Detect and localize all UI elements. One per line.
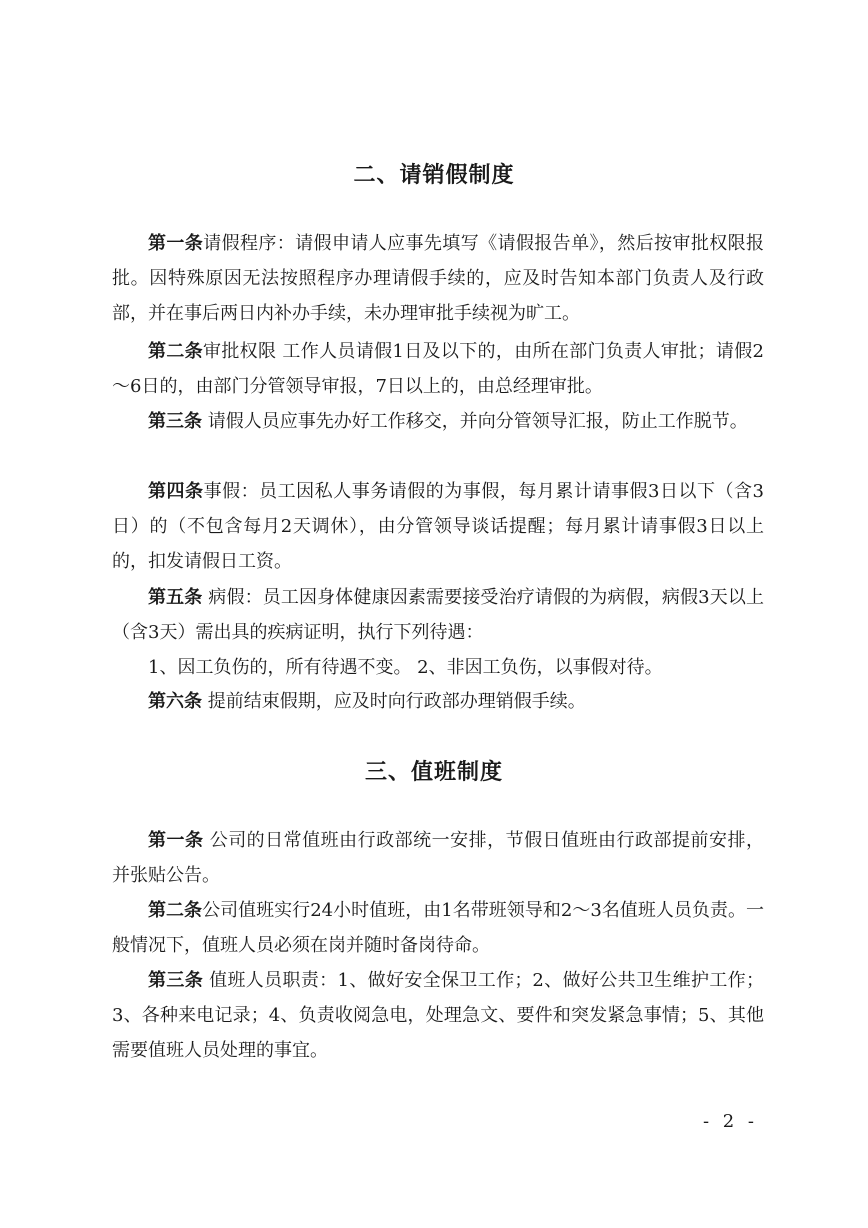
article-2-duty-shifts (112, 893, 764, 963)
sick-leave-treatment-list (112, 650, 764, 685)
article-lead: 第三条 (148, 411, 202, 432)
page-number: - 2 - (702, 1111, 758, 1132)
article-1-leave-procedure (112, 226, 764, 331)
article-text: 值班人员职责：1、做好安全保卫工作；2、做好公共卫生维护工作；3、各种来电记录；4、负责收阅急电，处理急文、要件和突发紧急事情；5、其他需要值班人员处理的事宜。 (112, 970, 765, 1061)
article-lead: 第二条 (148, 900, 203, 921)
section-title-leave-policy: 二、请销假制度 (353, 163, 515, 188)
article-text: 公司的日常值班由行政部统一安排，节假日值班由行政部提前安排，并张贴公告。 (112, 830, 765, 886)
article-text: 病假：员工因身体健康因素需要接受治疗请假的为病假，病假3天以上（含3天）需出具的疾病证明，执行下列待遇： (112, 587, 765, 643)
section-title-duty-policy: 三、值班制度 (364, 760, 503, 785)
article-text: 公司值班实行24小时值班，由1名带班领导和2～3名值班人员负责。一般情况下，值班人员必须在岗并随时备岗待命。 (112, 900, 765, 956)
article-text: 事假：员工因私人事务请假的为事假，每月累计请事假3日以下（含3日）的（不包含每月2天调休），由分管领导谈话提醒；每月累计请事假3日以上的，扣发请假日工资。 (112, 481, 765, 572)
article-1-duty-arrangement (112, 823, 764, 893)
article-text: 请假程序：请假申请人应事先填写《请假报告单》，然后按审批权限报批。因特殊原因无法按照程序办理请假手续的，应及时告知本部门负责人及行政部，并在事后两日内补办手续，未办理审批手续视为旷工。 (112, 233, 765, 324)
article-6-cancel-leave (112, 684, 764, 719)
article-text: 1、因工负伤的，所有待遇不变。 2、非因工负伤，以事假对待。 (148, 657, 663, 678)
article-lead: 第一条 (148, 830, 204, 851)
article-4-personal-leave (112, 474, 764, 579)
article-lead: 第五条 (148, 587, 203, 608)
article-text: 提前结束假期，应及时向行政部办理销假手续。 (202, 691, 586, 712)
article-text: 请假人员应事先办好工作移交，并向分管领导汇报，防止工作脱节。 (202, 411, 748, 432)
article-3-duty-responsibilities (112, 963, 764, 1068)
article-5-sick-leave (112, 580, 764, 650)
article-lead: 第二条 (148, 341, 204, 362)
article-lead: 第六条 (148, 691, 202, 712)
article-lead: 第一条 (148, 233, 204, 254)
article-2-approval-authority (112, 334, 764, 404)
article-3-handover (112, 404, 764, 439)
article-lead: 第三条 (148, 970, 204, 991)
article-lead: 第四条 (148, 481, 204, 502)
article-text: 审批权限 工作人员请假1日及以下的，由所在部门负责人审批；请假2～6日的，由部门分管领导审报，7日以上的，由总经理审批。 (112, 341, 765, 397)
